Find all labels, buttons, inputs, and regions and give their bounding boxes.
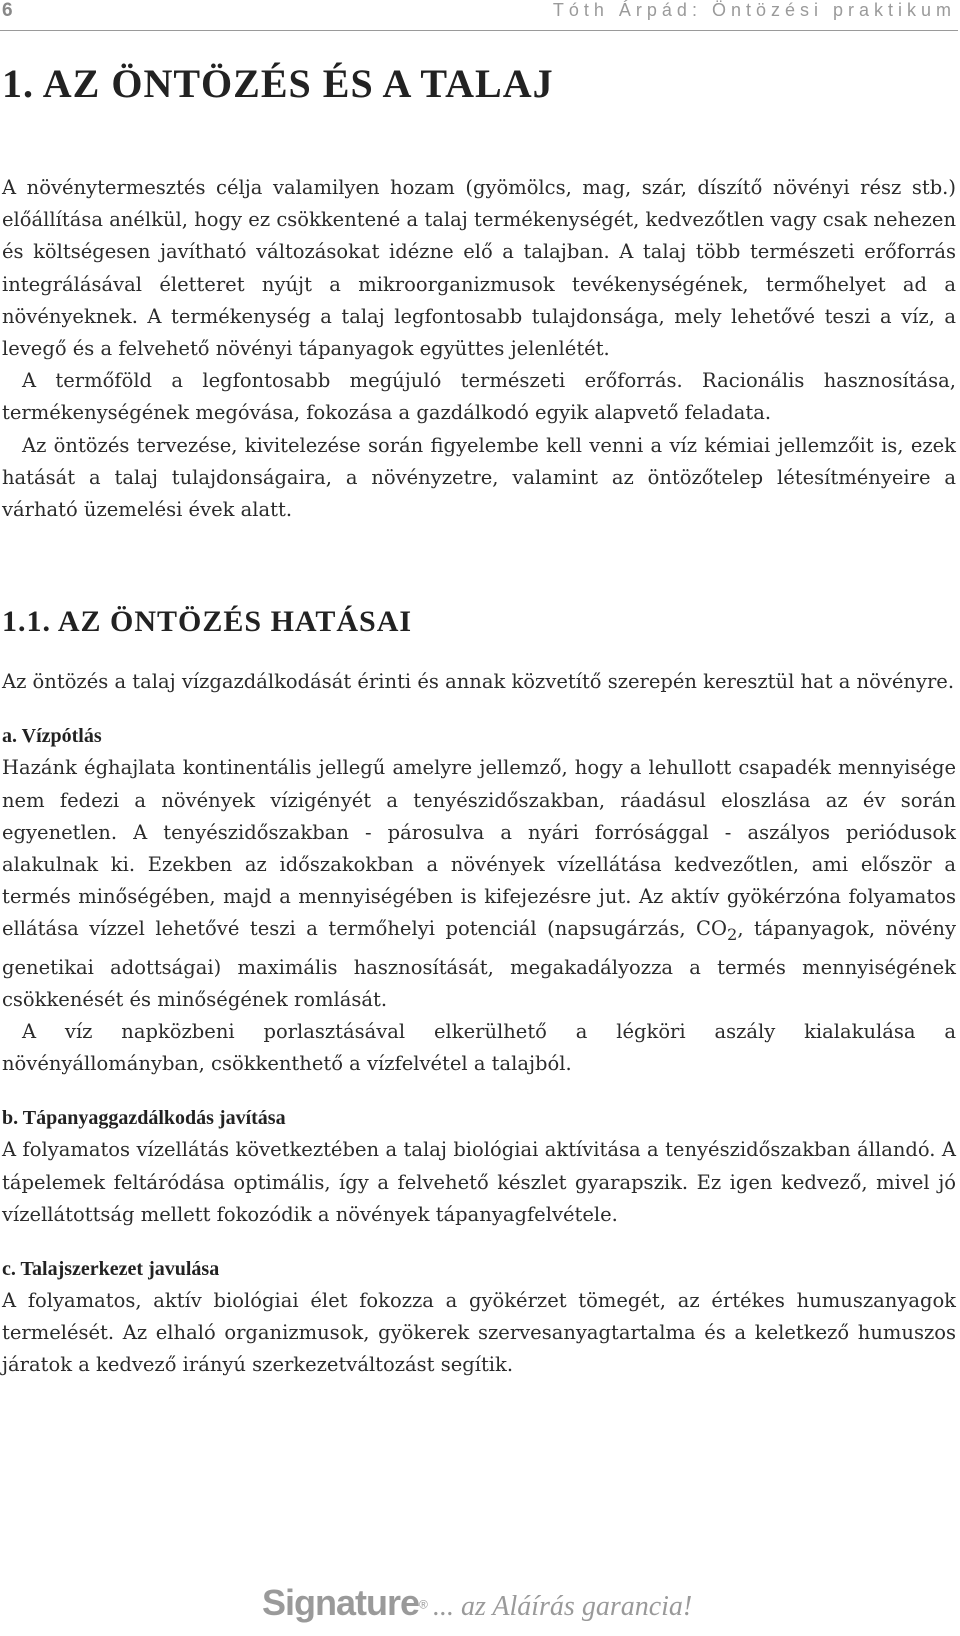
- body-content: [2, 172, 956, 1382]
- chapter-paragraph-2: A termőföld a legfontosabb megújuló természeti erőforrás. Racionális hasznosítása, termékenységének megóvása, fokozása a gazdálkodó egyik alapvető feladata.: [2, 369, 956, 425]
- subsection-b-title: b. Tápanyaggazdálkodás javítása: [2, 1107, 286, 1130]
- running-head: Tóth Árpád: Öntözési praktikum: [552, 0, 956, 20]
- subsection-a-paragraph-2: A víz napközbeni porlasztásával elkerülhető a légköri aszály kialakulása a növényállományban, csökkenthető a vízfelvétel a talajból.: [2, 1019, 956, 1076]
- subsection-a-text-after: , tápanyagok, növény genetikai adottságai) maximális hasznosítását, megakadályozza a termés mennyiségének csökkenését és minőségének romlását.: [2, 917, 956, 1011]
- chapter-paragraph-3: Az öntözés tervezése, kivitelezése során figyelembe kell venni a víz kémiai jellemzőit is, ezek hatását a talaj tulajdonságaira, a növényzetre, valamint az öntözőtelep létesítményeire a várható üzemelési évek alatt.: [2, 433, 956, 522]
- subsection-a-paragraph-1: [2, 752, 956, 1016]
- section-title: 1.1. AZ ÖNTÖZÉS HATÁSAI: [2, 605, 413, 639]
- page-number: 6: [2, 0, 13, 21]
- subsection-a-text-before: Hazánk éghajlata kontinentális jellegű amelyre jellemző, hogy a lehullott csapadék mennyisége nem fedezi a növények vízigényét a tenyészidőszakban, ráadásul eloszlása az év során egyenetlen. A tenyészidőszakban - párosulva a nyári forrósággal - aszályos periódusok alakulnak ki. Ezekben az időszakokban a növények vízellátása kedvezőtlen, ami először a termés minőségében, majd a mennyiségében is kifejezésre jut. Az aktív gyökérzóna folyamatos ellátása vízzel lehetővé teszi a termőhelyi potenciál (napsugárzás, CO: [2, 756, 956, 941]
- signature-logo: [262, 1582, 692, 1624]
- subsection-b-paragraph-1: A folyamatos vízellátás következtében a talaj biológiai aktívitása a tenyészidőszakban állandó. A tápelemek feltáródása optimális, így a felvehető készlet gyarapszik. Ez igen kedvező, mivel jó vízellátottság mellett fokozódik a növények tápanyagfelvétele.: [2, 1138, 956, 1226]
- section-intro: Az öntözés a talaj vízgazdálkodását érinti és annak közvetítő szerepén keresztül hat a növényre.: [2, 670, 955, 694]
- subsection-a-title: a. Vízpótlás: [2, 725, 102, 748]
- chapter-title: 1. AZ ÖNTÖZÉS ÉS A TALAJ: [2, 61, 554, 106]
- logo-word: Signature: [262, 1582, 420, 1623]
- subsection-c-title: c. Talajszerkezet javulása: [2, 1257, 220, 1280]
- subsection-c-paragraph-1: A folyamatos, aktív biológiai élet fokozza a gyökérzet tömegét, az értékes humuszanyagok termelését. Az elhaló organizmusok, gyökerek szervesanyagtartalma és a keletkező humuszos járatok a kedvező irányú szerkezetváltozást segítik.: [2, 1288, 956, 1377]
- logo-tagline: ... az Aláírás garancia!: [432, 1591, 693, 1622]
- page-header: [0, 0, 958, 31]
- chapter-paragraph-1: A növénytermesztés célja valamilyen hozam (gyömölcs, mag, szár, díszítő növényi rész stb.) előállítása anélkül, hogy ez csökkentené a talaj termékenységét, kedvezőtlen vagy csak nehezen és költségesen javítható változásokat idézne elő a talajban. A talaj több természeti erőforrás integrálásával életteret nyújt a mikroorganizmusok tevékenységének, termőhelyet ad a növényeknek. A termékenység a talaj legfontosabb tulajdonsága, mely lehetővé teszi a víz, a levegő és a felvehető növényi tápanyagok együttes jelenlétét.: [2, 176, 956, 361]
- co2-subscript: 2: [726, 925, 738, 945]
- registered-mark: ®: [419, 1597, 428, 1612]
